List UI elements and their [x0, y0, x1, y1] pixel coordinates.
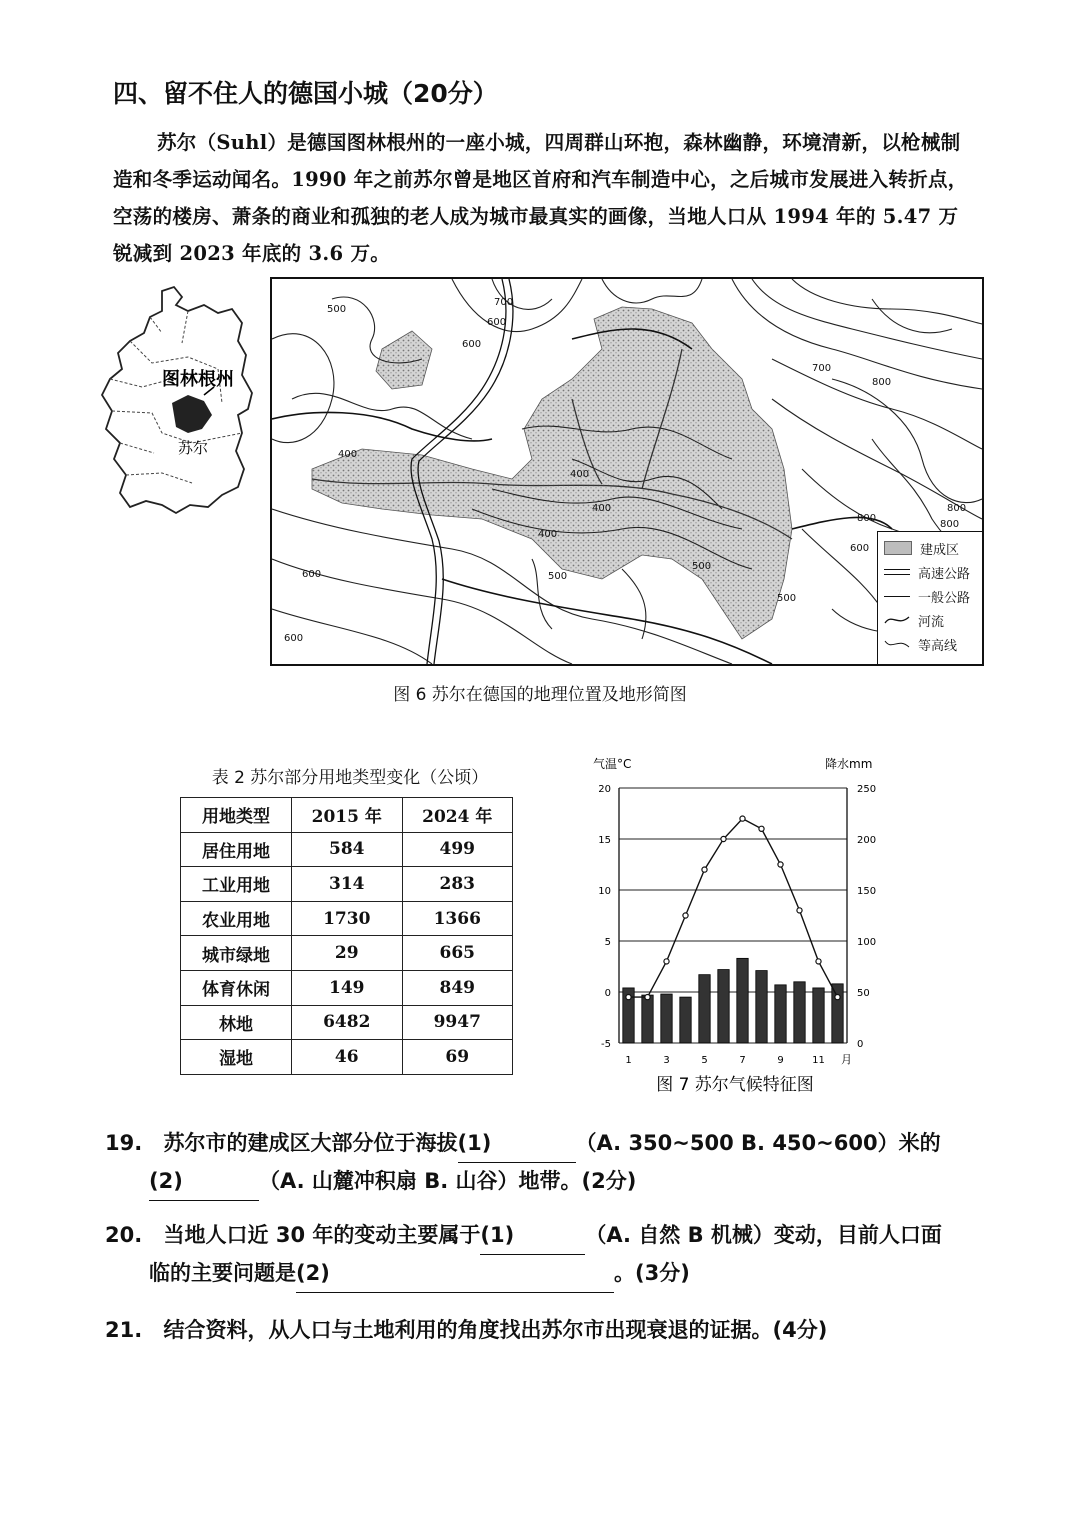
contour-label: 800: [947, 503, 967, 514]
table-cell: 29: [292, 936, 403, 971]
contour-label: 800: [940, 519, 960, 530]
question-text: 苏尔市的建成区大部分位于海拔: [163, 1131, 458, 1155]
topo-map-drawing: [272, 279, 982, 664]
table-row: [181, 936, 513, 971]
road-swatch: [884, 596, 910, 597]
x-tick-label: 3: [663, 1055, 670, 1066]
y2-tick-label: 100: [857, 937, 877, 948]
table-row: [181, 1005, 513, 1040]
table-cell: 城市绿地: [181, 936, 292, 971]
contour-label: 600: [487, 317, 507, 328]
y-tick-label: -5: [601, 1039, 611, 1050]
precip-bar: [737, 958, 748, 1043]
legend-contour: 等高线: [884, 632, 976, 656]
built-up-swatch: [884, 541, 912, 555]
climate-chart: [585, 750, 885, 1100]
temperature-point: [683, 913, 688, 918]
x-tick-label: 11: [812, 1055, 825, 1066]
answer-blank[interactable]: (1): [458, 1125, 576, 1163]
precip-bar: [794, 982, 805, 1043]
y2-tick-label: 250: [857, 784, 877, 795]
y-tick-label: 5: [604, 937, 611, 948]
question-number: 20.: [105, 1223, 143, 1247]
temperature-point: [645, 995, 650, 1000]
x-tick-label: 7: [739, 1055, 746, 1066]
table-cell: 林地: [181, 1005, 292, 1040]
precip-bar: [756, 971, 767, 1043]
germany-locator-map: [92, 283, 267, 523]
contour-label: 500: [777, 593, 797, 604]
temperature-point: [740, 816, 745, 821]
question-text: （A. 自然 B 机械）变动，目前人口面: [585, 1223, 942, 1247]
precip-bar: [832, 984, 843, 1043]
y-tick-label: 0: [604, 988, 611, 999]
precip-bar: [642, 995, 653, 1043]
table-header-row: [181, 798, 513, 833]
contour-label: 600: [850, 543, 870, 554]
table-cell: 6482: [292, 1005, 403, 1040]
question-text: 当地人口近 30 年的变动主要属于: [163, 1223, 481, 1247]
answer-blank[interactable]: (2): [296, 1255, 614, 1293]
map-legend: [877, 531, 982, 664]
table-cell: 1366: [402, 901, 513, 936]
intro-paragraph: 苏尔（Suhl）是德国图林根州的一座小城，四周群山环抱，森林幽静，环境清新，以枪械制造和冬季运动闻名。1990 年之前苏尔曾是地区首府和汽车制造中心，之后城市发展进入转折点，空荡的楼房、萧条的商业和孤独的老人成为城市最真实的画像，当地人口从 1994 年的 5.47 万锐减到 2023 年底的 3.6 万。: [113, 131, 968, 265]
x-axis-label: 月: [841, 1053, 852, 1066]
temperature-point: [664, 959, 669, 964]
table-cell: 9947: [402, 1005, 513, 1040]
legend-built-up: 建成区: [884, 536, 976, 560]
table-cell: 1730: [292, 901, 403, 936]
table-row: [181, 1040, 513, 1075]
table-header: 用地类型: [181, 798, 292, 833]
y-tick-label: 15: [598, 835, 611, 846]
contour-label: 400: [592, 503, 612, 514]
question-19: [105, 1125, 941, 1201]
temperature-point: [759, 826, 764, 831]
temperature-point: [778, 862, 783, 867]
section-title: 四、留不住人的德国小城（20分）: [113, 79, 498, 108]
y-axis-label: 气温°C: [593, 757, 632, 771]
y2-tick-label: 50: [857, 988, 870, 999]
state-label: 图林根州: [162, 369, 234, 390]
contour-label: 600: [462, 339, 482, 350]
land-use-table: [180, 797, 513, 1075]
contour-label: 800: [857, 513, 877, 524]
table-header: 2024 年: [402, 798, 513, 833]
table-cell: 665: [402, 936, 513, 971]
temperature-point: [702, 867, 707, 872]
x-tick-label: 1: [625, 1055, 632, 1066]
precip-bar: [661, 994, 672, 1043]
city-label: 苏尔: [178, 439, 209, 457]
temperature-point: [626, 995, 631, 1000]
precip-bar: [813, 988, 824, 1043]
question-21: [105, 1312, 827, 1349]
y2-axis-label: 降水mm: [825, 757, 873, 771]
precip-bar: [680, 997, 691, 1043]
legend-road: 一般公路: [884, 584, 976, 608]
table2-caption: 表 2 苏尔部分用地类型变化（公顷）: [211, 768, 489, 788]
table-row: [181, 970, 513, 1005]
chart-title: 图 7 苏尔气候特征图: [656, 1075, 814, 1095]
table-cell: 湿地: [181, 1040, 292, 1075]
x-tick-label: 5: [701, 1055, 708, 1066]
table-cell: 283: [402, 867, 513, 902]
temperature-point: [835, 995, 840, 1000]
y-tick-label: 20: [598, 784, 611, 795]
contour-swatch: [884, 637, 910, 651]
temperature-point: [797, 908, 802, 913]
river-swatch: [884, 613, 910, 627]
contour-label: 700: [494, 297, 514, 308]
x-tick-label: 9: [777, 1055, 784, 1066]
fig6-caption: 图 6 苏尔在德国的地理位置及地形简图: [393, 685, 687, 705]
contour-label: 400: [570, 469, 590, 480]
contour-label: 700: [812, 363, 832, 374]
contour-label: 800: [872, 377, 892, 388]
legend-river: 河流: [884, 608, 976, 632]
question-text: （A. 山麓冲积扇 B. 山谷）地带。(2分): [259, 1169, 637, 1193]
table-cell: 314: [292, 867, 403, 902]
table-cell: 工业用地: [181, 867, 292, 902]
temperature-line: [629, 819, 838, 998]
table-header: 2015 年: [292, 798, 403, 833]
table-row: [181, 867, 513, 902]
question-text: 结合资料，从人口与土地利用的角度找出苏尔市出现衰退的证据。(4分): [163, 1318, 828, 1342]
contour-label: 500: [327, 304, 347, 315]
table-cell: 849: [402, 970, 513, 1005]
question-text: （A. 350~500 B. 450~600）米的: [575, 1131, 941, 1155]
table-cell: 149: [292, 970, 403, 1005]
contour-label: 500: [548, 571, 568, 582]
question-text: 临的主要问题是: [149, 1261, 296, 1285]
precip-bar: [699, 975, 710, 1043]
answer-blank[interactable]: (1): [480, 1217, 585, 1255]
contour-label: 600: [284, 633, 304, 644]
contour-label: 400: [338, 449, 358, 460]
table-cell: 46: [292, 1040, 403, 1075]
answer-blank[interactable]: (2): [149, 1163, 259, 1201]
highway-swatch: [884, 569, 910, 575]
table-cell: 584: [292, 832, 403, 867]
y-tick-label: 10: [598, 886, 611, 897]
question-number: 19.: [105, 1131, 143, 1155]
legend-highway: 高速公路: [884, 560, 976, 584]
table-row: [181, 832, 513, 867]
precip-bar: [775, 985, 786, 1043]
table-cell: 69: [402, 1040, 513, 1075]
y2-tick-label: 200: [857, 835, 877, 846]
question-text: 。(3分): [614, 1261, 690, 1285]
table-row: [181, 901, 513, 936]
table-cell: 居住用地: [181, 832, 292, 867]
y2-tick-label: 0: [857, 1039, 864, 1050]
y2-tick-label: 150: [857, 886, 877, 897]
temperature-point: [721, 836, 726, 841]
table-cell: 农业用地: [181, 901, 292, 936]
contour-label: 500: [692, 561, 712, 572]
question-number: 21.: [105, 1318, 143, 1342]
question-20: [105, 1217, 942, 1293]
table-cell: 499: [402, 832, 513, 867]
precip-bar: [718, 970, 729, 1043]
temperature-point: [816, 959, 821, 964]
contour-label: 600: [302, 569, 322, 580]
contour-label: 400: [538, 529, 558, 540]
topo-map: [270, 277, 984, 666]
table-cell: 体育休闲: [181, 970, 292, 1005]
